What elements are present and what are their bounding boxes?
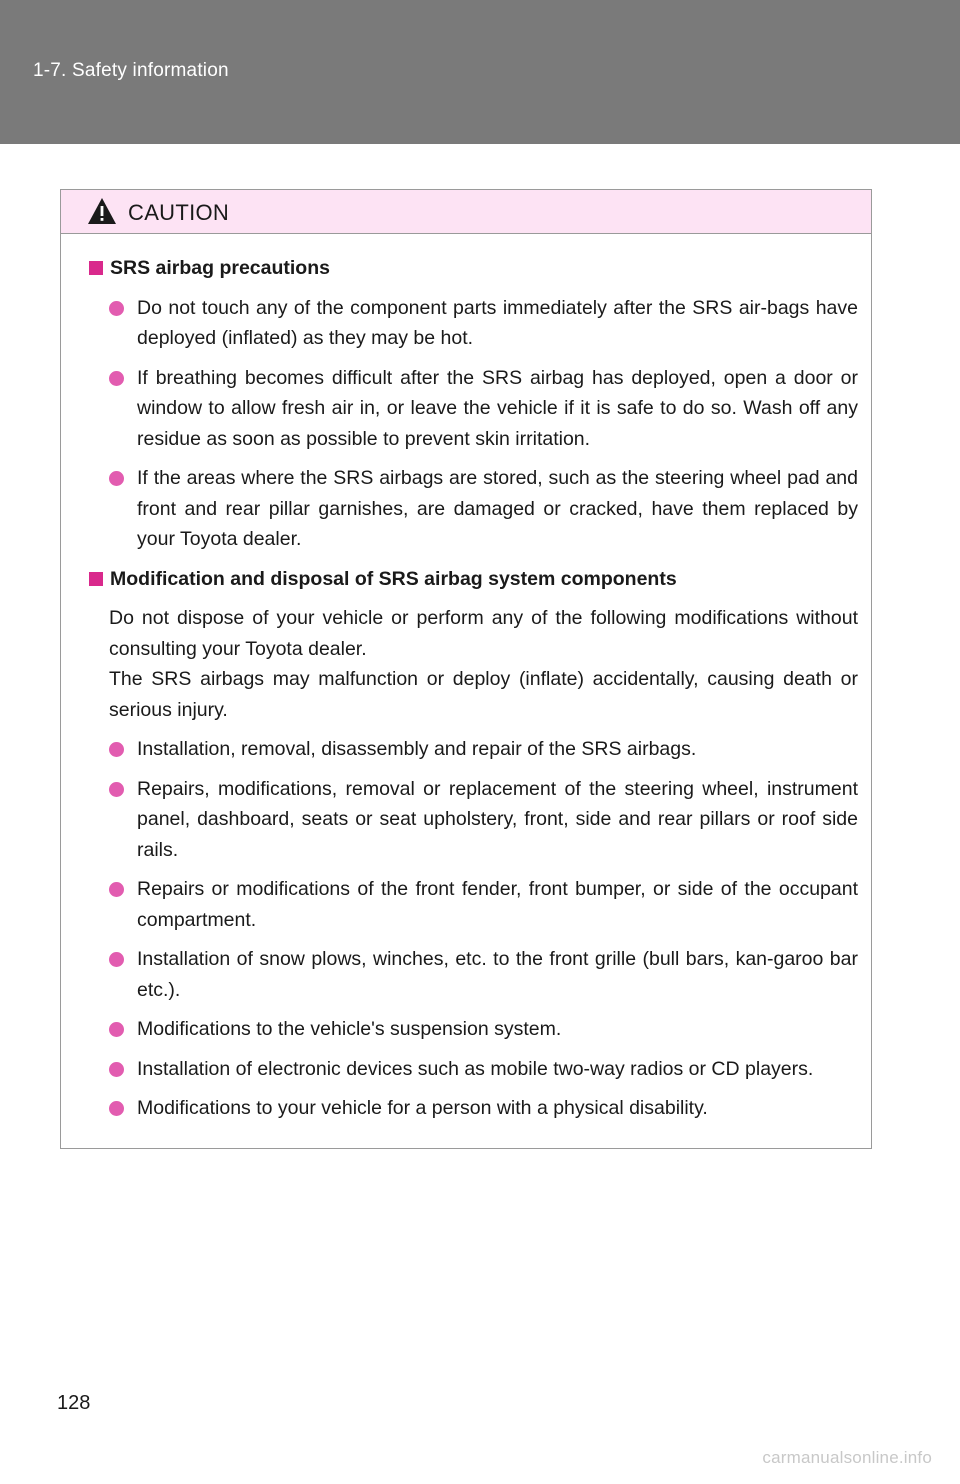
section-title-text: SRS airbag precautions: [110, 257, 330, 279]
list-item-text: Installation of electronic devices such as mobile two-way radios or CD players.: [137, 1057, 814, 1080]
section-title-airbag-precautions: [89, 253, 858, 284]
list-item-text: If the areas where the SRS airbags are stored, such as the steering wheel pad and front and rear pillar garnishes, are damaged or cracked, have them replaced by your Toyota dealer.: [137, 467, 858, 550]
section-heading: 1-7. Safety information: [33, 60, 229, 81]
circle-bullet-icon: [109, 371, 124, 386]
caution-label: CAUTION: [128, 200, 230, 225]
list-item: [89, 463, 858, 555]
intro-text-2: The SRS airbags may malfunction or deploy (inflate) accidentally, causing death or serious injury.: [109, 668, 858, 721]
circle-bullet-icon: [109, 782, 124, 797]
list-item: [89, 1014, 858, 1045]
list-item: [89, 293, 858, 354]
list-item-text: Do not touch any of the component parts immediately after the SRS air-bags have deployed (inflated) as they may be hot.: [137, 296, 858, 349]
list-item: [89, 1093, 858, 1124]
circle-bullet-icon: [109, 742, 124, 757]
list-item: [89, 363, 858, 455]
list-item: [89, 774, 858, 866]
list-item: [89, 1054, 858, 1085]
intro-paragraph: [109, 603, 858, 725]
square-bullet-icon: [89, 572, 103, 586]
list-item-text: Repairs, modifications, removal or replacement of the steering wheel, instrument panel, dashboard, seats or seat upholstery, front, side and rear pillars or roof side rails.: [137, 777, 858, 861]
list-item: [89, 944, 858, 1005]
list-item-text: If breathing becomes difficult after the SRS airbag has deployed, open a door or window to allow fresh air in, or leave the vehicle if it is safe to do so. Wash off any residue as soon as possible to prevent skin irritation.: [137, 366, 858, 450]
intro-text-1: Do not dispose of your vehicle or perform any of the following modifications without consulting your Toyota dealer.: [109, 607, 858, 660]
caution-header: [61, 190, 871, 234]
circle-bullet-icon: [109, 1062, 124, 1077]
caution-body: [61, 234, 871, 1124]
list-item-text: Modifications to the vehicle's suspension system.: [137, 1018, 562, 1040]
circle-bullet-icon: [109, 882, 124, 897]
section-title-modification-disposal: [89, 564, 858, 595]
list-item-text: Installation, removal, disassembly and repair of the SRS airbags.: [137, 738, 697, 760]
list-item-text: Modifications to your vehicle for a person with a physical disability.: [137, 1097, 708, 1119]
circle-bullet-icon: [109, 952, 124, 967]
list-item: [89, 874, 858, 935]
circle-bullet-icon: [109, 1101, 124, 1116]
list-item: [89, 734, 858, 765]
section-title-text: Modification and disposal of SRS airbag system components: [110, 567, 677, 590]
square-bullet-icon: [89, 261, 103, 275]
warning-triangle-icon: [87, 197, 117, 225]
circle-bullet-icon: [109, 301, 124, 316]
list-item-text: Installation of snow plows, winches, etc. to the front grille (bull bars, kan-garoo bar etc.).: [137, 948, 858, 1001]
header-band: [0, 0, 960, 144]
page-number: 128: [57, 1392, 91, 1414]
circle-bullet-icon: [109, 1022, 124, 1037]
circle-bullet-icon: [109, 471, 124, 486]
list-item-text: Repairs or modifications of the front fender, front bumper, or side of the occupant compartment.: [137, 878, 858, 931]
caution-box: [60, 189, 872, 1149]
watermark-link[interactable]: carmanualsonline.info: [762, 1448, 932, 1467]
